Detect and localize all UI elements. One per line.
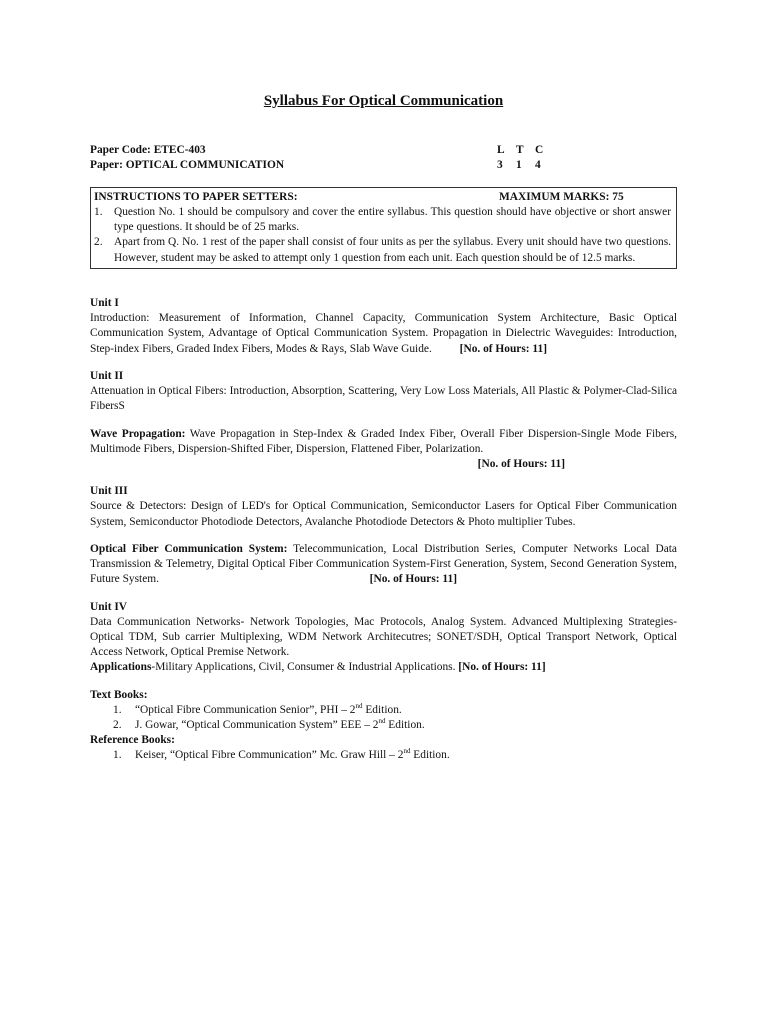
wave-propagation-label: Wave Propagation: <box>90 427 186 440</box>
paper-meta <box>90 143 677 173</box>
syllabus-body <box>90 296 677 764</box>
book-title: “Optical Fibre Communication Senior”, PHI – 2 <box>135 703 356 716</box>
instruction-item <box>94 205 671 235</box>
applications-section <box>90 660 677 675</box>
reference-books-heading: Reference Books: <box>90 734 175 747</box>
book-edition-sup: nd <box>403 747 411 756</box>
unit-4-hours: [No. of Hours: 11] <box>458 661 546 674</box>
page-title: Syllabus For Optical Communication <box>263 93 504 109</box>
applications-label: Applications <box>90 661 152 674</box>
instruction-number: 2. <box>94 236 103 249</box>
paper-code-row <box>90 143 677 158</box>
ltc-value-l: 3 <box>497 159 503 171</box>
instruction-text: Question No. 1 should be compulsory and cover the entire syllabus. This question should have objective or short answer type questions. It should be of 25 marks. <box>114 206 671 234</box>
ltc-header-l: L <box>497 144 505 156</box>
book-edition: Edition. <box>385 719 425 732</box>
text-book-item <box>90 703 677 718</box>
book-title: J. Gowar, “Optical Communication System” EEE – 2 <box>135 719 379 732</box>
ltc-header-c: C <box>535 144 544 156</box>
book-number: 1. <box>113 703 122 716</box>
unit-3-content: Source & Detectors: Design of LED's for Optical Communication, Semiconductor Lasers for Optical Fiber Communication System, Semiconductor Photodiode Detectors, Avalanche Photodiode Detectors & Photo multiplier Tubes. <box>90 500 677 528</box>
ltc-values <box>497 158 554 173</box>
ltc-header-t: T <box>516 144 524 156</box>
book-edition-sup: nd <box>355 702 363 711</box>
paper-name-row <box>90 158 677 173</box>
instruction-text: Apart from Q. No. 1 rest of the paper shall consist of four units as per the syllabus. Every unit should have two questions. However, student may be asked to attempt only 1 question from each unit. Each question should be of 12.5 marks. <box>114 236 671 264</box>
unit-2-hours: [No. of Hours: 11] <box>477 458 565 471</box>
unit-1-heading: Unit I <box>90 297 119 309</box>
reference-book-item <box>90 748 677 763</box>
applications-text: -Military Applications, Civil, Consumer & Industrial Applications. <box>151 661 459 674</box>
wave-propagation-section <box>90 427 677 457</box>
instructions-box <box>90 187 677 269</box>
ltc-value-c: 4 <box>535 159 541 171</box>
ltc-headers <box>497 143 554 158</box>
text-book-item <box>90 718 677 733</box>
book-title: Keiser, “Optical Fibre Communication” Mc. Graw Hill – 2 <box>135 749 404 762</box>
book-edition-sup: nd <box>378 717 386 726</box>
unit-2-content: Attenuation in Optical Fibers: Introduction, Absorption, Scattering, Very Low Loss Materials, All Plastic & Polymer-Clad-Silica FibersS <box>90 385 677 413</box>
unit-4-heading: Unit IV <box>90 600 128 613</box>
reference-books-list <box>90 748 677 763</box>
unit-1-text: Introduction: Measurement of Information, Channel Capacity, Communication System Architecture, Basic Optical Communication System, Advantage of Optical Communication System. Propagation in Dielectric Waveguides: Introduction, Step-index Fibers, Graded Index Fibers, Modes & Rays, Slab Wave Guide. <box>90 312 677 355</box>
unit-1-hours: [No. of Hours: 11] <box>459 342 547 355</box>
unit-4-content: Data Communication Networks- Network Topologies, Mac Protocols, Analog System. Advanced Multiplexing Strategies- Optical TDM, Sub carrier Multiplexing, WDM Network Architecutres; SONET/SDH, Optical Transport Network, Optical Access Network, Optical Premise Network. <box>90 615 677 659</box>
unit-3-hours: [No. of Hours: 11] <box>369 573 457 586</box>
instruction-item <box>94 235 671 265</box>
instructions-heading: INSTRUCTIONS TO PAPER SETTERS: <box>94 191 298 203</box>
unit-2-heading: Unit II <box>90 370 124 383</box>
instructions-list <box>94 205 671 266</box>
instructions-header <box>94 190 671 205</box>
instruction-number: 1. <box>94 206 103 218</box>
unit-3-heading: Unit III <box>90 485 128 498</box>
text-books-heading: Text Books: <box>90 688 148 701</box>
book-edition: Edition. <box>410 749 450 762</box>
book-number: 1. <box>113 749 122 762</box>
book-number: 2. <box>113 719 122 732</box>
text-books-list <box>90 703 677 733</box>
maximum-marks: MAXIMUM MARKS: 75 <box>499 191 624 203</box>
ltc-value-t: 1 <box>516 159 522 171</box>
book-edition: Edition. <box>362 703 402 716</box>
ofcs-text: Telecommunication, Local Distribution Series, Computer Networks Local Data Transmission & Telemetry, Digital Optical Fiber Communication System-First Generation, System, Second Generation System, Future System. <box>90 542 677 586</box>
paper-code: Paper Code: ETEC-403 <box>90 144 206 156</box>
wave-propagation-text: Wave Propagation in Step-Index & Graded Index Fiber, Overall Fiber Dispersion-Single Mode Fibers, Multimode Fibers, Dispersion-Shifted Fiber, Dispersion, Flattened Fiber, Polarization. <box>90 427 678 455</box>
ofcs-label: Optical Fiber Communication System: <box>90 542 288 555</box>
paper-name: Paper: OPTICAL COMMUNICATION <box>90 159 285 171</box>
